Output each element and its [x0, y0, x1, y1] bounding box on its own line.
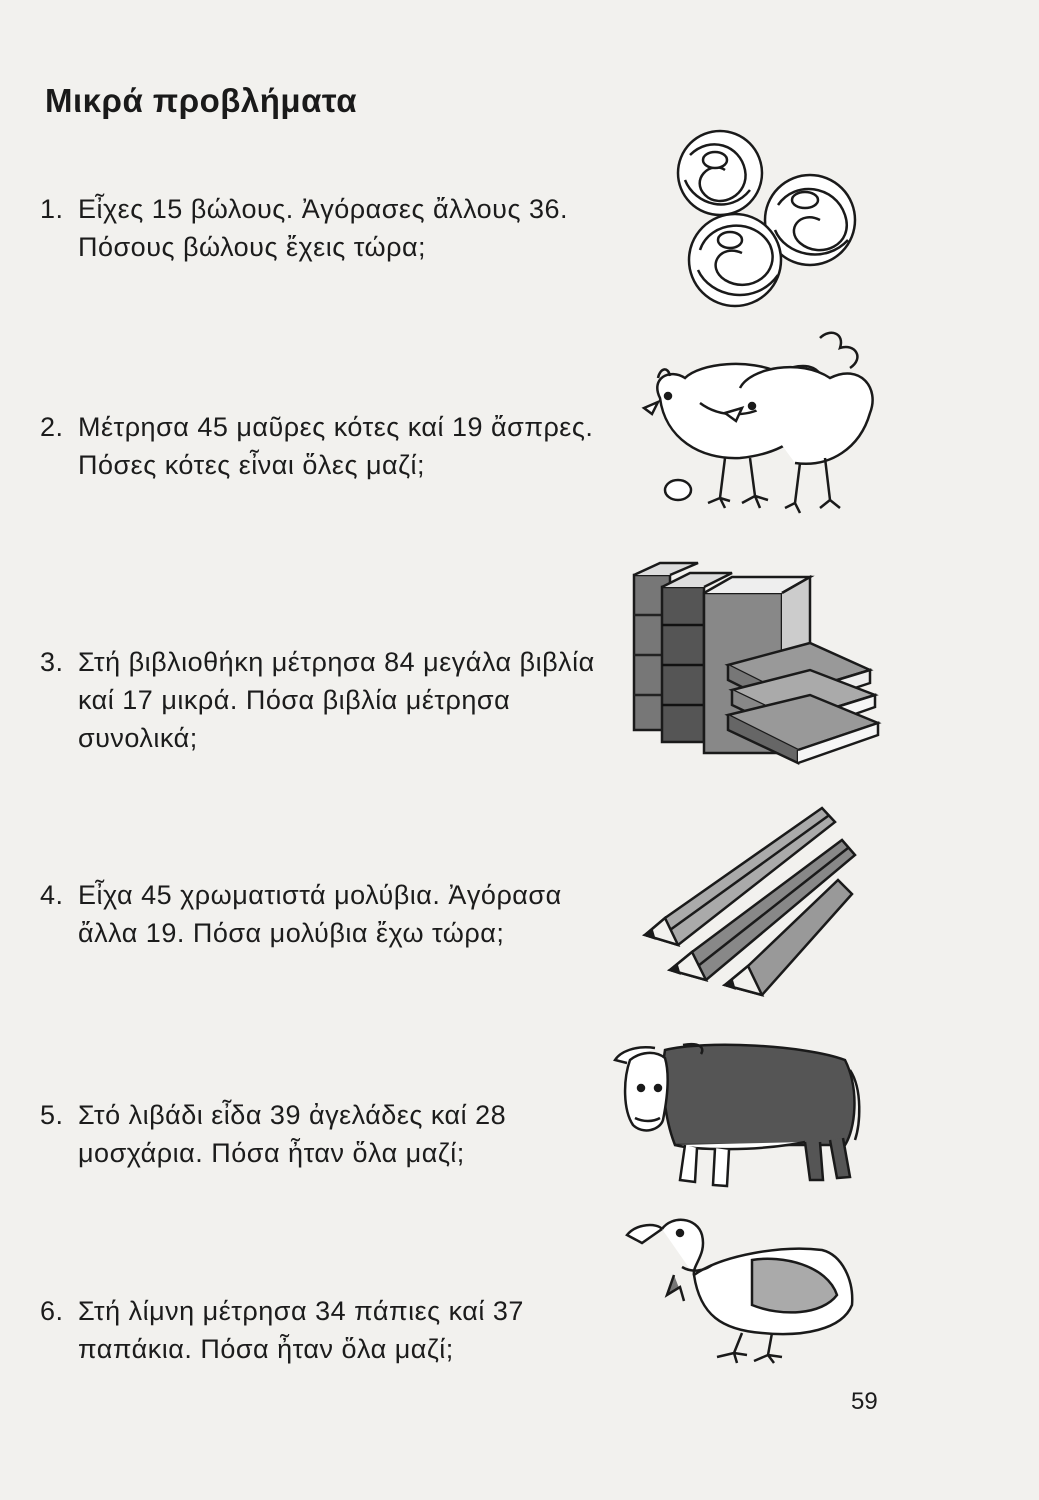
problem-2	[40, 408, 610, 484]
page-number: 59	[851, 1388, 878, 1415]
problem-number: 2.	[40, 412, 64, 442]
problem-text: Εἶχα 45 χρωματιστά μολύβια. Ἀγόρασα ἄλλα 19. Πόσα μολύβια ἔχω τώρα;	[78, 880, 562, 948]
problem-number: 6.	[40, 1296, 64, 1326]
problem-text: Στή λίμνη μέτρησα 34 πάπιες καί 37 παπάκια. Πόσα ἦταν ὅλα μαζί;	[78, 1296, 524, 1364]
problem-text: Εἶχες 15 βώλους. Ἀγόρασες ἄλλους 36. Πόσους βώλους ἔχεις τώρα;	[78, 194, 568, 262]
problem-3	[40, 643, 610, 757]
marbles-illustration	[660, 125, 870, 310]
problem-number: 1.	[40, 194, 64, 224]
page-title: Μικρά προβλήματα	[45, 82, 357, 119]
problem-5	[40, 1096, 610, 1172]
books-illustration	[620, 555, 890, 765]
problem-6	[40, 1292, 610, 1368]
hens-illustration	[630, 318, 890, 528]
problem-text: Στή βιβλιοθήκη μέτρησα 84 μεγάλα βιβλία καί 17 μικρά. Πόσα βιβλία μέτρησα συνολικά;	[78, 647, 595, 753]
problem-4	[40, 876, 610, 952]
problem-1	[40, 190, 610, 266]
problem-number: 5.	[40, 1100, 64, 1130]
problem-text: Μέτρησα 45 μαῦρες κότες καί 19 ἄσπρες. Πόσες κότες εἶναι ὅλες μαζί;	[78, 412, 594, 480]
pencils-illustration	[630, 800, 870, 1000]
problem-number: 3.	[40, 647, 64, 677]
problem-text: Στό λιβάδι εἶδα 39 ἀγελάδες καί 28 μοσχάρια. Πόσα ἦταν ὅλα μαζί;	[78, 1100, 507, 1168]
cow-illustration	[605, 1030, 865, 1200]
duck-illustration	[622, 1205, 862, 1365]
problem-number: 4.	[40, 880, 64, 910]
